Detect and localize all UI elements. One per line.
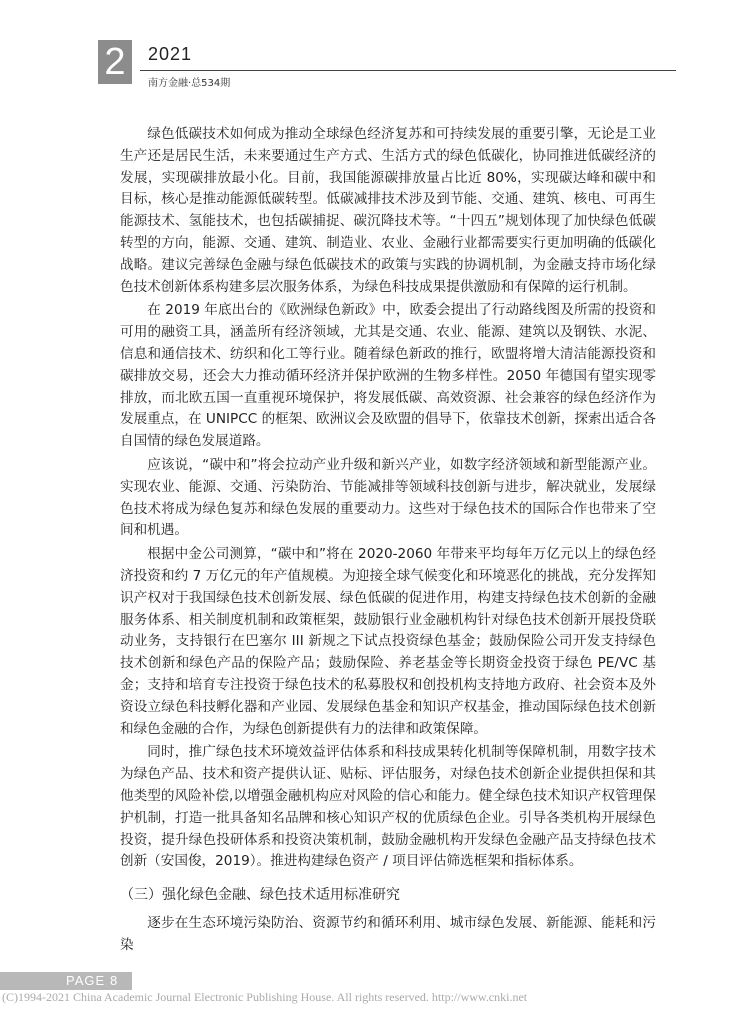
header-divider [140, 70, 676, 71]
paragraph: 逐步在生态环境污染防治、资源节约和循环利用、城市绿色发展、新能源、能耗和污染 [120, 915, 656, 953]
paragraph: 绿色低碳技术如何成为推动全球绿色经济复苏和可持续发展的重要引擎，无论是工业生产还是居民生活，未来要通过生产方式、生活方式的绿色低碳化，协同推进低碳经济的发展，实现碳排放最小化。目前，我国能源碳排放量占比近 80%，实现碳达峰和碳中和目标，核心是推动能源低碳转型。低碳减排技术涉及到节能、交通、建筑、核电、可再生能源技术、氢能技术，也包括碳捕捉、碳沉降技术等。“十四五”规划体现了加快绿色低碳转型的方向，能源、交通、建筑、制造业、农业、金融行业都需要实行更加明确的低碳化战略。建议完善绿色金融与绿色低碳技术的政策与实践的协调机制，为金融支持市场化绿色技术创新体系构建多层次服务体系，为绿色科技成果提供激励和有保障的运行机制。 [120, 126, 656, 295]
paragraph: 应该说，“碳中和”将会拉动产业升级和新兴产业，如数字经济领域和新型能源产业。实现农业、能源、交通、污染防治、节能减排等领域科技创新与进步，解决就业，发展绿色技术将成为绿色复苏和绿色发展的重要动力。这些对于绿色技术的国际合作也带来了空间和机遇。 [120, 456, 656, 539]
footer-page-label: PAGE [66, 973, 106, 988]
page-number-badge: 2 [98, 40, 132, 84]
paragraph: 同时，推广绿色技术环境效益评估体系和科技成果转化机制等保障机制，用数字技术为绿色产品、技术和资产提供认证、贴标、评估服务，对绿色技术创新企业提供担保和其他类型的风险补偿,以增强金融机构应对风险的信心和能力。健全绿色技术知识产权管理保护机制，打造一批具备知名品牌和核心知识产权的优质绿色企业。引导各类机构开展绿色投资，提升绿色投研体系和投资决策机制，鼓励金融机构开发绿色金融产品支持绿色技术创新（安国俊，2019）。推进构建绿色资产 / 项目评估筛选框架和指标体系。 [120, 744, 656, 870]
section-heading: （三）强化绿色金融、绿色技术适用标准研究 [120, 887, 400, 904]
copyright-notice: (C)1994-2021 China Academic Journal Electronic Publishing House. All rights reserved. http://www.cnki.net [2, 990, 528, 1004]
footer-page-number: 8 [110, 973, 118, 988]
article-body [120, 124, 656, 959]
journal-issue: 南方金融·总534期 [148, 78, 231, 89]
paragraph: 根据中金公司测算，“碳中和”将在 2020-2060 年带来平均每年万亿元以上的绿色经济投资和约 7 万亿元的年产值规模。为迎接全球气候变化和环境恶化的挑战，充分发挥知识产权对于我国绿色技术创新发展、绿色低碳的促进作用，构建支持绿色技术创新的金融服务体系、相关制度机制和政策框架，鼓励银行业金融机构针对绿色技术创新开展投贷联动业务，支持银行在巴塞尔 III 新规之下试点投资绿色基金；鼓励保险公司开发支持绿色技术创新和绿色产品的保险产品；鼓励保险、养老基金等长期资金投资于绿色 PE/VC 基金；支持和培育专注投资于绿色技术的私募股权和创投机构支持地方政府、社会资本及外资设立绿色科技孵化器和产业园、发展绿色基金和知识产权基金，推动国际绿色技术创新和绿色金融的合作，为绿色创新提供有力的法律和政策保障。 [120, 546, 656, 737]
paragraph: 在 2019 年底出台的《欧洲绿色新政》中，欧委会提出了行动路线图及所需的投资和可用的融资工具，涵盖所有经济领域，尤其是交通、农业、能源、建筑以及钢铁、水泥、信息和通信技术、纺织和化工等行业。随着绿色新政的推行，欧盟将增大清洁能源投资和碳排放交易，还会大力推动循环经济并保护欧洲的生物多样性。2050 年德国有望实现零排放，而北欧五国一直重视环境保护，将发展低碳、高效资源、社会兼容的绿色经济作为发展重点，在 UNIPCC 的框架、欧洲议会及欧盟的倡导下，依靠技术创新，探索出适合各自国情的绿色发展道路。 [120, 302, 656, 450]
journal-year: 2021 [148, 44, 193, 64]
